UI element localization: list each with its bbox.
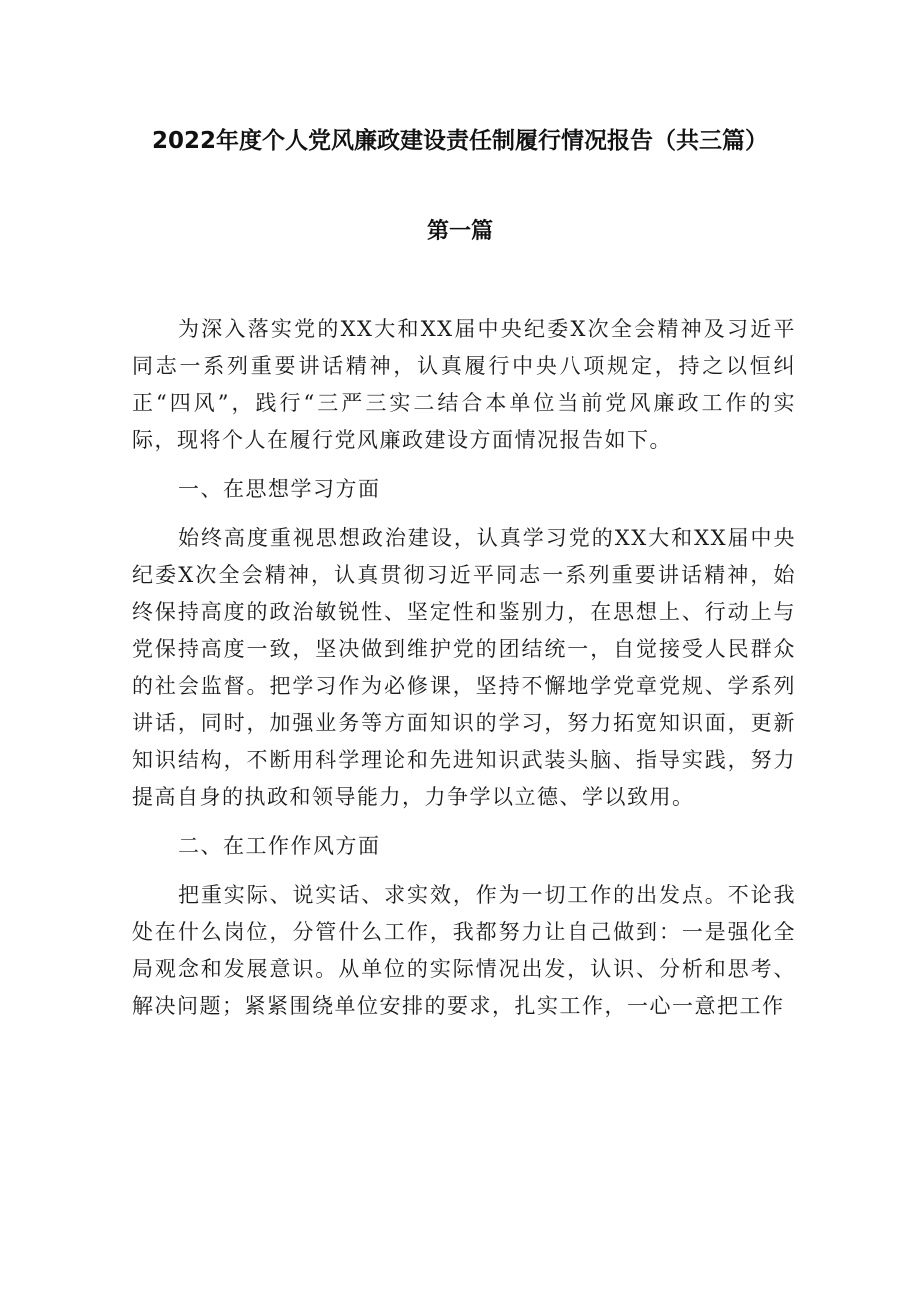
section-title: 第一篇 [426,219,493,244]
document-title: 2022年度个人党风廉政建设责任制履行情况报告（共三篇） [151,128,768,154]
document-body [132,311,796,1037]
section-heading-2: 二、在工作作风方面 [178,834,381,858]
section-heading-1: 一、在思想学习方面 [178,477,381,501]
paragraph-study: 始终高度重视思想政治建设，认真学习党的XX大和XX届中央纪委X次全会精神，认真贯彻习近平同志一系列重要讲话精神，始终保持高度的政治敏锐性、坚定性和鉴别力，在思想上、行动上与党保持高度一致，坚决做到维护党的团结统一，自觉接受人民群众的社会监督。把学习作为必修课，坚持不懈地学党章党规、学系列讲话，同时，加强业务等方面知识的学习，努力拓宽知识面，更新知识结构，不断用科学理论和先进知识武装头脑、指导实践，努力提高自身的执政和领导能力，力争学以立德、学以致用。 [132,526,796,809]
intro-paragraph: 为深入落实党的XX大和XX届中央纪委X次全会精神及习近平同志一系列重要讲话精神，认真履行中央八项规定，持之以恒纠正“四风”，践行“三严三实二结合本单位当前党风廉政工作的实际，现将个人在履行党风廉政建设方面情况报告如下。 [132,317,796,452]
paragraph-work-style: 把重实际、说实话、求实效，作为一切工作的出发点。不论我处在什么岗位，分管什么工作，我都努力让自己做到：一是强化全局观念和发展意识。从单位的实际情况出发，认识、分析和思考、解决问题；紧紧围绕单位安排的要求，扎实工作，一心一意把工作 [132,883,796,1018]
